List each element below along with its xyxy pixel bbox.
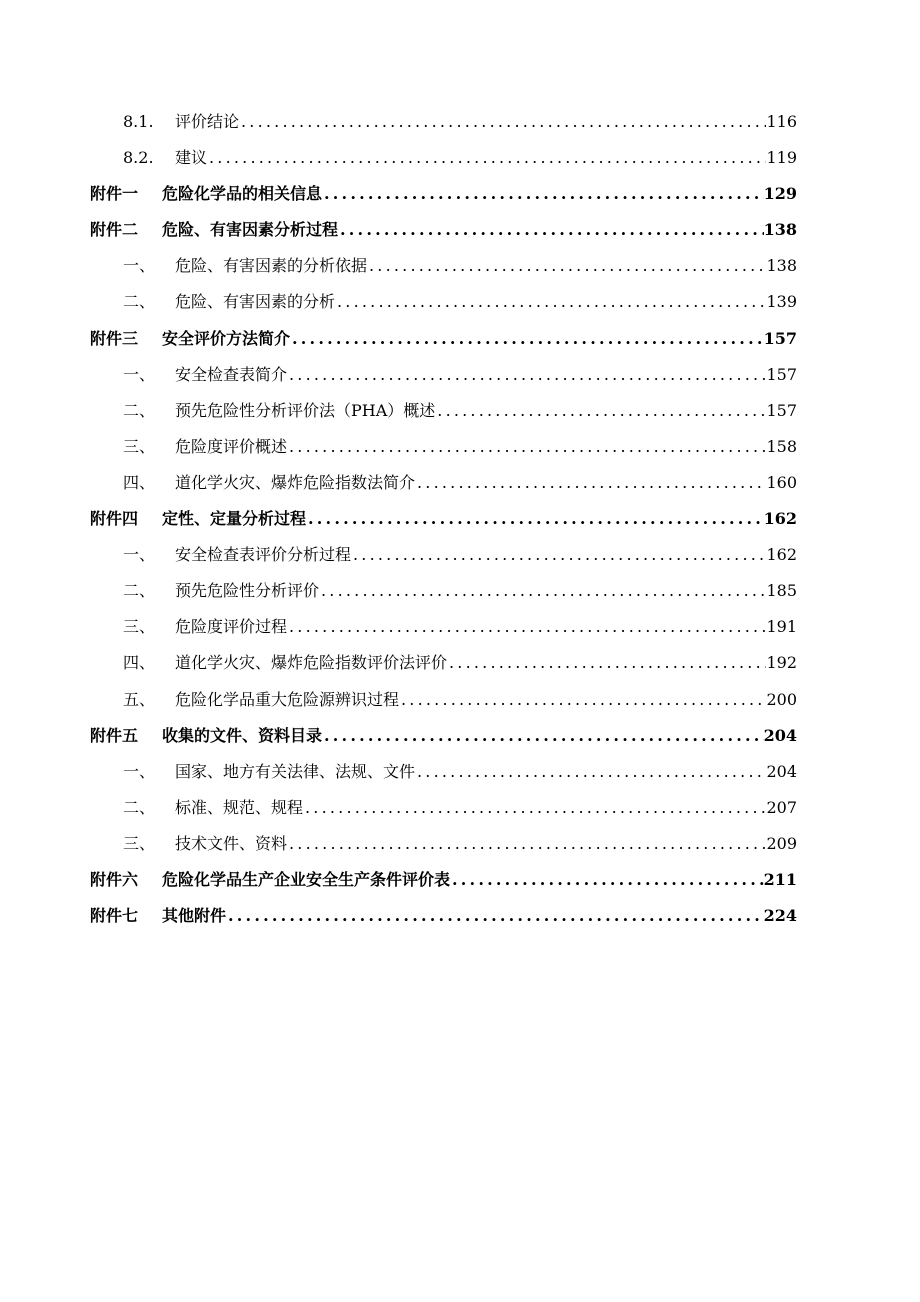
- toc-entry-number: 附件二: [90, 220, 139, 240]
- toc-entry[interactable]: [90, 573, 797, 609]
- toc-entry-number: 8.1.: [123, 112, 154, 131]
- toc-entry-title: 评价结论: [175, 112, 240, 131]
- toc-entry[interactable]: [90, 645, 797, 681]
- toc-leader-dots: [367, 248, 766, 284]
- toc-leader-dots: [239, 104, 766, 140]
- toc-entry-title: 危险化学品重大危险源辨识过程: [175, 689, 400, 709]
- toc-entry[interactable]: [90, 501, 797, 537]
- toc-entry-page: 209: [766, 833, 797, 853]
- toc-entry-page: 162: [766, 545, 797, 565]
- toc-entry-page: 157: [766, 400, 797, 420]
- toc-entry-title: 其他附件: [162, 906, 227, 926]
- toc-entry-title: 道化学火灾、爆炸危险指数评价法评价: [175, 653, 448, 673]
- toc-entry[interactable]: [90, 465, 797, 501]
- toc-entry-page: 162: [763, 509, 797, 529]
- toc-leader-dots: [322, 718, 764, 754]
- toc-leader-dots: [306, 501, 764, 537]
- toc-entry-title: 危险化学品的相关信息: [162, 184, 323, 204]
- toc-leader-dots: [287, 609, 766, 645]
- toc-entry-page: 157: [763, 328, 797, 348]
- toc-entry-page: 138: [763, 220, 797, 240]
- toc-entry-page: 204: [763, 725, 797, 745]
- toc-entry-number: 二、: [123, 400, 156, 420]
- toc-leader-dots: [399, 682, 766, 718]
- toc-entry-number: 一、: [123, 364, 156, 384]
- toc-entry[interactable]: [90, 682, 797, 718]
- toc-entry[interactable]: [90, 284, 797, 320]
- toc-entry-number: 附件七: [90, 906, 139, 926]
- toc-entry-number: 8.2.: [123, 148, 154, 168]
- toc-entry[interactable]: [90, 898, 797, 934]
- toc-entry-title: 危险、有害因素的分析: [175, 292, 336, 312]
- toc-entry-title: 定性、定量分析过程: [162, 509, 307, 529]
- toc-leader-dots: [338, 212, 764, 248]
- toc-entry-page: 204: [766, 761, 797, 781]
- toc-entry-number: 附件五: [90, 725, 139, 745]
- toc-entry-title: 道化学火灾、爆炸危险指数法简介: [175, 472, 416, 492]
- toc-entry[interactable]: [90, 176, 797, 212]
- toc-entry-number: 二、: [123, 797, 156, 817]
- toc-entry[interactable]: [90, 718, 797, 754]
- toc-leader-dots: [287, 826, 766, 862]
- toc-entry[interactable]: [90, 104, 797, 140]
- toc-entry-title: 危险、有害因素分析过程: [162, 220, 339, 240]
- toc-entry-number: 附件一: [90, 184, 139, 204]
- toc-entry-number: 一、: [123, 256, 156, 276]
- toc-entry-title: 建议: [175, 148, 208, 168]
- toc-entry-title: 危险化学品生产企业安全生产条件评价表: [162, 869, 451, 889]
- toc-entry[interactable]: [90, 429, 797, 465]
- toc-entry-page: 192: [766, 653, 797, 673]
- toc-leader-dots: [322, 176, 764, 212]
- toc-entry[interactable]: [90, 393, 797, 429]
- toc-entry[interactable]: [90, 754, 797, 790]
- toc-entry-number: 二、: [123, 292, 156, 312]
- toc-leader-dots: [319, 573, 766, 609]
- toc-entry-page: 116: [766, 112, 797, 131]
- toc-entry-title: 危险、有害因素的分析依据: [175, 256, 368, 276]
- toc-entry-page: 185: [766, 581, 797, 601]
- toc-entry-title: 国家、地方有关法律、法规、文件: [175, 761, 416, 781]
- toc-leader-dots: [290, 321, 764, 357]
- toc-entry-title: 安全评价方法简介: [162, 328, 291, 348]
- toc-leader-dots: [351, 537, 766, 573]
- toc-entry-number: 一、: [123, 545, 156, 565]
- toc-entry-number: 附件四: [90, 509, 139, 529]
- toc-leader-dots: [415, 465, 766, 501]
- toc-entry[interactable]: [90, 212, 797, 248]
- toc-entry-title: 安全检查表简介: [175, 364, 288, 384]
- toc-entry[interactable]: [90, 790, 797, 826]
- toc-entry-page: 207: [766, 797, 797, 817]
- toc-entry-title: 标准、规范、规程: [175, 797, 304, 817]
- toc-entry-number: 一、: [123, 761, 156, 781]
- toc-entry[interactable]: [90, 248, 797, 284]
- toc-entry-number: 三、: [123, 833, 156, 853]
- toc-entry-title: 预先危险性分析评价法（PHA）概述: [175, 400, 436, 420]
- toc-entry-number: 五、: [123, 689, 156, 709]
- toc-entry-page: 191: [766, 617, 797, 637]
- toc-leader-dots: [287, 429, 766, 465]
- table-of-contents: [90, 104, 797, 934]
- toc-entry-number: 附件三: [90, 328, 139, 348]
- toc-leader-dots: [435, 393, 766, 429]
- toc-entry-page: 139: [766, 292, 797, 312]
- toc-entry[interactable]: [90, 826, 797, 862]
- toc-entry[interactable]: [90, 537, 797, 573]
- toc-entry-title: 危险度评价概述: [175, 436, 288, 456]
- toc-entry-title: 危险度评价过程: [175, 617, 288, 637]
- toc-entry-number: 三、: [123, 436, 156, 456]
- toc-entry-number: 四、: [123, 653, 156, 673]
- toc-entry-title: 技术文件、资料: [175, 833, 288, 853]
- toc-entry-page: 119: [766, 148, 797, 168]
- toc-leader-dots: [415, 754, 766, 790]
- toc-entry-title: 安全检查表评价分析过程: [175, 545, 352, 565]
- toc-leader-dots: [450, 862, 764, 898]
- toc-entry-page: 129: [763, 184, 797, 204]
- toc-entry-number: 附件六: [90, 869, 139, 889]
- toc-entry[interactable]: [90, 862, 797, 898]
- toc-leader-dots: [207, 140, 766, 176]
- toc-entry[interactable]: [90, 609, 797, 645]
- toc-entry[interactable]: [90, 140, 797, 176]
- toc-entry-page: 157: [766, 364, 797, 384]
- toc-entry-page: 224: [763, 906, 797, 926]
- toc-leader-dots: [303, 790, 766, 826]
- toc-entry-page: 138: [766, 256, 797, 276]
- toc-entry-page: 158: [766, 436, 797, 456]
- toc-entry[interactable]: [90, 357, 797, 393]
- toc-leader-dots: [335, 284, 766, 320]
- toc-entry-number: 三、: [123, 617, 156, 637]
- toc-entry[interactable]: [90, 321, 797, 357]
- toc-entry-number: 四、: [123, 472, 156, 492]
- toc-entry-page: 211: [763, 869, 797, 889]
- toc-leader-dots: [447, 645, 766, 681]
- toc-entry-title: 收集的文件、资料目录: [162, 725, 323, 745]
- toc-leader-dots: [226, 898, 764, 934]
- toc-entry-title: 预先危险性分析评价: [175, 581, 320, 601]
- toc-entry-number: 二、: [123, 581, 156, 601]
- toc-leader-dots: [287, 357, 766, 393]
- toc-entry-page: 200: [766, 689, 797, 709]
- toc-entry-page: 160: [766, 472, 797, 492]
